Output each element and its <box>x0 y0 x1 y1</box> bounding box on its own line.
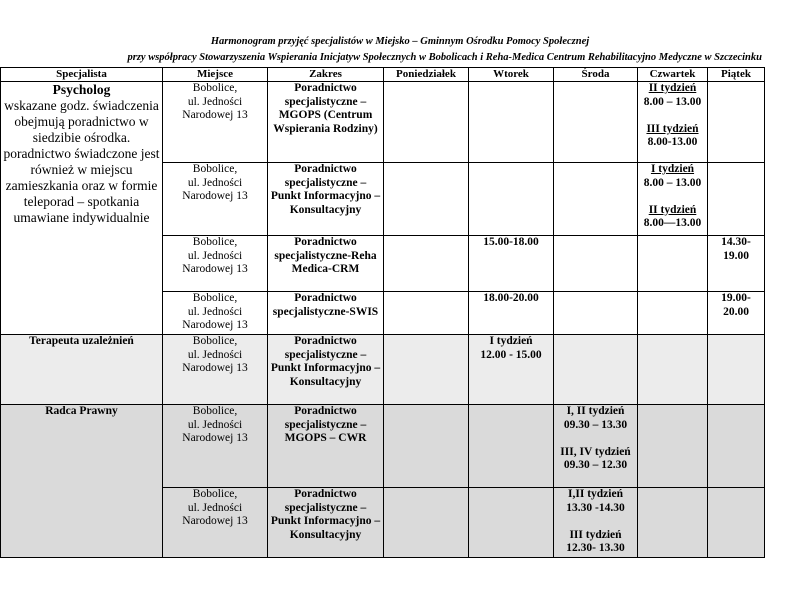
monday-cell <box>384 82 469 163</box>
friday-cell <box>708 335 765 405</box>
document-subtitle: przy współpracy Stowarzyszenia Wspierania Inicjatyw Społecznych w Bobolicach i Reha-Medica Centrum Rehabilitacyjno Medyczne w Szczecinku <box>127 52 762 63</box>
wednesday-cell <box>554 163 638 236</box>
table-row <box>1 82 765 163</box>
scope-cell: Poradnictwo specjalistyczne – Punkt Informacyjno – Konsultacyjny <box>268 335 384 405</box>
specialist-cell-legal-advisor: Radca Prawny <box>1 405 163 558</box>
monday-cell <box>384 292 469 335</box>
specialist-cell-addiction-therapist: Terapeuta uzależnień <box>1 335 163 405</box>
tuesday-cell: 18.00-20.00 <box>469 292 554 335</box>
tuesday-cell <box>469 82 554 163</box>
monday-cell <box>384 405 469 488</box>
document-title: Harmonogram przyjęć specjalistów w Miejsko – Gminnym Ośrodku Pomocy Społecznej <box>210 36 590 47</box>
wednesday-cell <box>554 292 638 335</box>
monday-cell <box>384 163 469 236</box>
place-cell: Bobolice, ul. Jedności Narodowej 13 <box>163 335 268 405</box>
wednesday-cell <box>554 236 638 292</box>
place-cell: Bobolice, ul. Jedności Narodowej 13 <box>163 488 268 558</box>
scope-cell: Poradnictwo specjalistyczne – Punkt Informacyjno – Konsultacyjny <box>268 488 384 558</box>
monday-cell <box>384 236 469 292</box>
tuesday-cell <box>469 488 554 558</box>
col-header-wednesday: Środa <box>554 68 638 82</box>
friday-cell: 14.30-19.00 <box>708 236 765 292</box>
col-header-friday: Piątek <box>708 68 765 82</box>
monday-cell <box>384 335 469 405</box>
tuesday-cell <box>469 405 554 488</box>
place-cell: Bobolice, ul. Jedności Narodowej 13 <box>163 236 268 292</box>
friday-cell: 19.00-20.00 <box>708 292 765 335</box>
wednesday-cell: I,II tydzień 13.30 -14.30 III tydzień 12.30- 13.30 <box>554 488 638 558</box>
thursday-cell: I tydzień 8.00 – 13.00 II tydzień 8.00—13.00 <box>638 163 708 236</box>
friday-cell <box>708 488 765 558</box>
place-cell: Bobolice, ul. Jedności Narodowej 13 <box>163 163 268 236</box>
scope-cell: Poradnictwo specjalistyczne-SWIS <box>268 292 384 335</box>
col-header-monday: Poniedziałek <box>384 68 469 82</box>
col-header-tuesday: Wtorek <box>469 68 554 82</box>
header-row <box>1 68 765 82</box>
friday-cell <box>708 405 765 488</box>
schedule-table <box>0 67 765 558</box>
specialist-note: wskazane godz. świadczenia obejmują poradnictwo w siedzibie ośrodka. poradnictwo świadczone jest również w miejscu zamieszkania oraz w formie teleporad – spotkania umawiane indywidualnie <box>3 98 160 225</box>
col-header-specialist: Specjalista <box>1 68 163 82</box>
tuesday-cell: 15.00-18.00 <box>469 236 554 292</box>
thursday-cell <box>638 335 708 405</box>
monday-cell <box>384 488 469 558</box>
friday-cell <box>708 82 765 163</box>
table-row <box>1 405 765 488</box>
thursday-cell <box>638 488 708 558</box>
thursday-cell <box>638 405 708 488</box>
tuesday-cell: I tydzień 12.00 - 15.00 <box>469 335 554 405</box>
table-row <box>1 335 765 405</box>
specialist-name: Psycholog <box>52 82 111 97</box>
thursday-cell <box>638 292 708 335</box>
thursday-cell: II tydzień 8.00 – 13.00 III tydzień 8.00-13.00 <box>638 82 708 163</box>
col-header-place: Miejsce <box>163 68 268 82</box>
col-header-thursday: Czwartek <box>638 68 708 82</box>
place-cell: Bobolice, ul. Jedności Narodowej 13 <box>163 292 268 335</box>
wednesday-cell <box>554 335 638 405</box>
wednesday-cell: I, II tydzień 09.30 – 13.30 III, IV tydzień 09.30 – 12.30 <box>554 405 638 488</box>
specialist-cell-psychologist <box>1 82 163 335</box>
thursday-cell <box>638 236 708 292</box>
col-header-scope: Zakres <box>268 68 384 82</box>
scope-cell: Poradnictwo specjalistyczne-Reha Medica-CRM <box>268 236 384 292</box>
place-cell: Bobolice, ul. Jedności Narodowej 13 <box>163 405 268 488</box>
scope-cell: Poradnictwo specjalistyczne – MGOPS – CWR <box>268 405 384 488</box>
scope-cell: Poradnictwo specjalistyczne – Punkt Informacyjno – Konsultacyjny <box>268 163 384 236</box>
tuesday-cell <box>469 163 554 236</box>
scope-cell: Poradnictwo specjalistyczne – MGOPS (Centrum Wspierania Rodziny) <box>268 82 384 163</box>
wednesday-cell <box>554 82 638 163</box>
friday-cell <box>708 163 765 236</box>
place-cell: Bobolice, ul. Jedności Narodowej 13 <box>163 82 268 163</box>
